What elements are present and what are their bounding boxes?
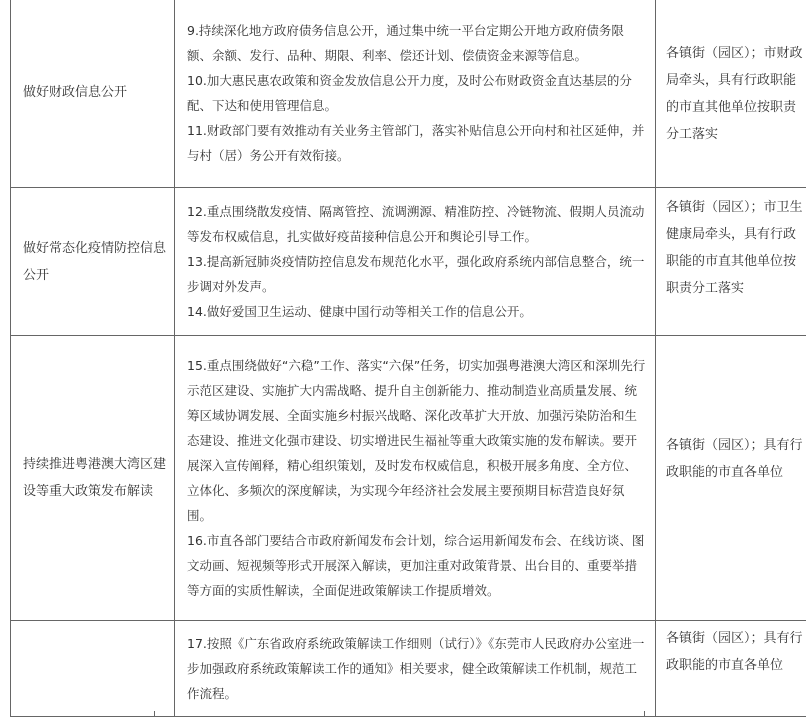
task-item: 17.按照《广东省政府系统政策解读工作细则（试行）》《东莞市人民政府办公室进一步加强政府系统政策解读工作的通知》相关要求，健全政策解读工作机制，规范工作流程。 — [187, 636, 645, 701]
task-item: 14.做好爱国卫生运动、健康中国行动等相关工作的信息公开。 — [187, 304, 532, 319]
task-item: 12.重点围绕散发疫情、隔离管控、流调溯源、精准防控、冷链物流、假期人员流动等发布权威信息，扎实做好疫苗接种信息公开和舆论引导工作。 — [187, 204, 645, 244]
task-item: 16.市直各部门要结合市政府新闻发布会计划，综合运用新闻发布会、在线访谈、图文动画、短视频等形式开展深入解读，更加注重对政策背景、出台目的、重要举措等方面的实质性解读，全面促进政策解读工作提质增效。 — [187, 533, 645, 598]
task-cell — [175, 0, 656, 188]
task-cell — [175, 188, 656, 336]
responsible-cell — [656, 621, 806, 717]
category-cell — [11, 0, 175, 188]
task-cell — [175, 621, 656, 717]
task-item: 9.持续深化地方政府债务信息公开，通过集中统一平台定期公开地方政府债务限额、余额、发行、品种、期限、利率、偿还计划、偿债资金来源等信息。 — [187, 22, 624, 63]
next-row-stub — [154, 711, 645, 717]
task-item: 13.提高新冠肺炎疫情防控信息发布规范化水平，强化政府系统内部信息整合，统一步调对外发声。 — [187, 254, 645, 294]
task-item: 15.重点围绕做好“六稳”工作、落实“六保”任务，切实加强粤港澳大湾区和深圳先行示范区建设、实施扩大内需战略、提升自主创新能力、推动制造业高质量发展、统筹区域协调发展、全面实施乡村振兴战略、深化改革扩大开放、加强污染防治和生态建设、推进文化强市建设、切实增进民生福祉等重大政策实施的发布解读。要开展深入宣传阐释，精心组织策划，及时发布权威信息，积极开展多角度、全方位、立体化、多频次的深度解读，为实现今年经济社会发展主要预期目标营造良好氛围。 — [187, 358, 646, 523]
category-text: 持续推进粤港澳大湾区建设等重大政策发布解读 — [23, 457, 167, 499]
category-cell — [11, 188, 175, 336]
category-text: 做好常态化疫情防控信息公开 — [23, 240, 167, 283]
table-row — [11, 621, 806, 717]
responsible-cell — [656, 0, 806, 188]
task-item: 10.加大惠民惠农政策和资金发放信息公开力度，及时公布财政资金直达基层的分配、下达和使用管理信息。 — [187, 72, 632, 113]
responsible-cell — [656, 188, 806, 336]
table-row — [11, 0, 806, 188]
task-item: 11.财政部门要有效推动有关业务主管部门，落实补贴信息公开向村和社区延伸，并与村（居）务公开有效衔接。 — [187, 122, 645, 163]
task-cell — [175, 336, 656, 621]
responsible-text: 各镇街（园区）；具有行政职能的市直各单位 — [666, 631, 803, 673]
policy-task-table — [10, 0, 806, 717]
category-text: 做好财政信息公开 — [23, 85, 128, 100]
category-cell — [11, 621, 175, 717]
responsible-text: 各镇街（园区）；具有行政职能的市直各单位 — [666, 438, 803, 480]
responsible-text: 各镇街（园区）；市卫生健康局牵头，具有行政职能的市直其他单位按职责分工落实 — [666, 200, 803, 296]
responsible-cell — [656, 336, 806, 621]
table-row — [11, 188, 806, 336]
responsible-text: 各镇街（园区）；市财政局牵头，具有行政职能的市直其他单位按职责分工落实 — [666, 46, 803, 142]
table-row — [11, 336, 806, 621]
category-cell — [11, 336, 175, 621]
